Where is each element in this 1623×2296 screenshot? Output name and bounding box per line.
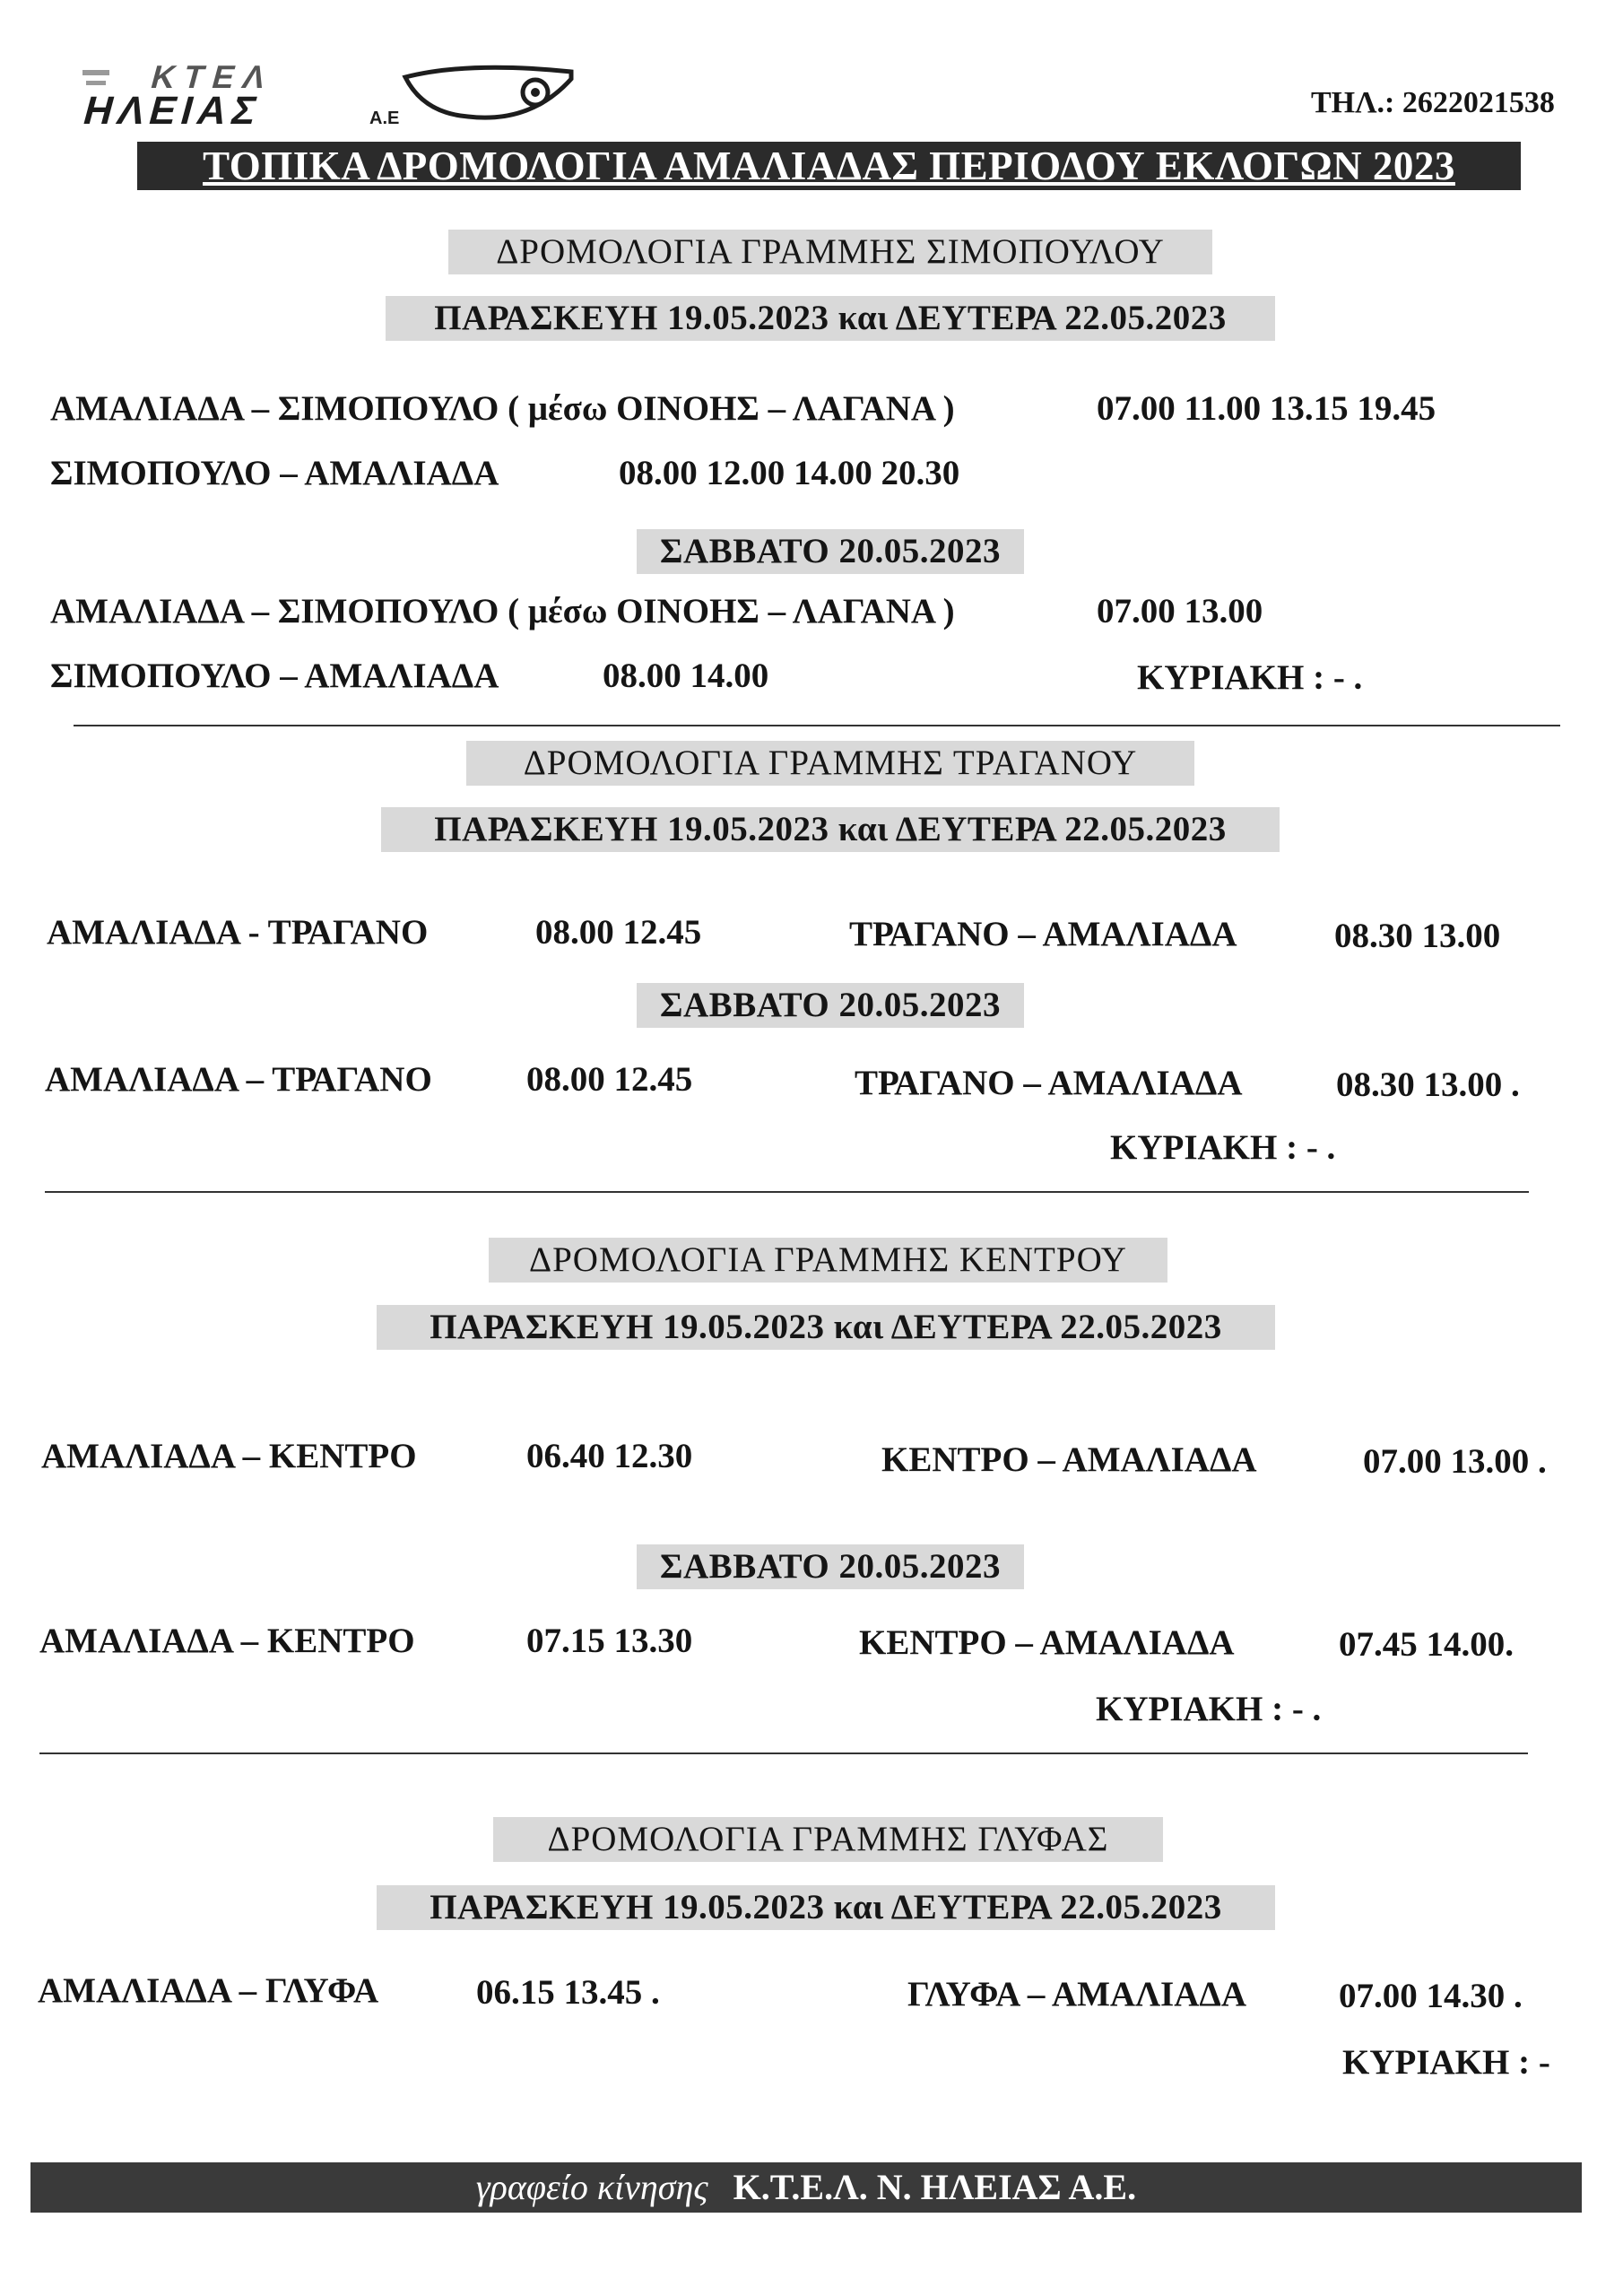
weekday-heading-simopoulo: ΠΑΡΑΣΚΕΥΗ 19.05.2023 και ΔΕΥΤΕΡΑ 22.05.2023 bbox=[386, 296, 1275, 341]
logo-text-ileias: ΗΛΕΙΑΣ bbox=[82, 88, 267, 133]
section-divider bbox=[45, 1191, 1529, 1193]
route-label: ΑΜΑΛΙΑΔΑ – ΣΙΜΟΠΟΥΛΟ ( μέσω ΟΙΝΟΗΣ – ΛΑΓΑΝΑ ) bbox=[50, 592, 955, 631]
weekday-heading-tragano: ΠΑΡΑΣΚΕΥΗ 19.05.2023 και ΔΕΥΤΕΡΑ 22.05.2023 bbox=[381, 807, 1280, 852]
footer-office: γραφείο κίνησης bbox=[475, 2167, 708, 2207]
route-label: ΚΕΝΤΡΟ – ΑΜΑΛΙΑΔΑ bbox=[881, 1440, 1257, 1479]
route-label: ΣΙΜΟΠΟΥΛΟ – ΑΜΑΛΙΑΔΑ bbox=[50, 454, 499, 492]
route-label: ΤΡΑΓΑΝΟ – ΑΜΑΛΙΑΔΑ bbox=[849, 915, 1237, 953]
footer-bar bbox=[30, 2162, 1582, 2213]
route-label: ΑΜΑΛΙΑΔΑ – ΤΡΑΓΑΝΟ bbox=[45, 1060, 432, 1099]
section-divider bbox=[74, 725, 1560, 726]
route-times: 08.30 13.00 . bbox=[1336, 1065, 1520, 1104]
section-divider bbox=[39, 1752, 1528, 1754]
route-times: 08.00 12.00 14.00 20.30 bbox=[619, 454, 960, 492]
route-times: 08.00 14.00 bbox=[603, 657, 769, 695]
route-label: ΑΜΑΛΙΑΔΑ – ΓΛΥΦΑ bbox=[38, 1971, 379, 2010]
route-label: ΚΕΝΤΡΟ – ΑΜΑΛΙΑΔΑ bbox=[859, 1623, 1235, 1662]
route-times: 06.15 13.45 . bbox=[476, 1973, 660, 2012]
route-times: 07.45 14.00. bbox=[1339, 1625, 1514, 1664]
logo-text-ae: Α.Ε bbox=[369, 109, 400, 128]
phone-number: ΤΗΛ.: 2622021538 bbox=[1311, 86, 1555, 119]
route-label: ΓΛΥΦΑ – ΑΜΑΛΙΑΔΑ bbox=[907, 1975, 1246, 2013]
route-times: 07.00 11.00 13.15 19.45 bbox=[1097, 389, 1436, 428]
route-label: ΑΜΑΛΙΑΔΑ – ΚΕΝΤΡΟ bbox=[39, 1622, 415, 1660]
sunday-note: ΚΥΡΙΑΚΗ : - . bbox=[1096, 1690, 1322, 1728]
section-title-simopoulo: ΔΡΟΜΟΛΟΓΙΑ ΓΡΑΜΜΗΣ ΣΙΜΟΠΟΥΛΟΥ bbox=[448, 230, 1212, 274]
route-label: ΣΙΜΟΠΟΥΛΟ – ΑΜΑΛΙΑΔΑ bbox=[50, 657, 499, 695]
route-label: ΤΡΑΓΑΝΟ – ΑΜΑΛΙΑΔΑ bbox=[855, 1064, 1243, 1102]
weekday-heading-glyfa: ΠΑΡΑΣΚΕΥΗ 19.05.2023 και ΔΕΥΤΕΡΑ 22.05.2023 bbox=[377, 1885, 1275, 1930]
section-title-tragano: ΔΡΟΜΟΛΟΓΙΑ ΓΡΑΜΜΗΣ ΤΡΑΓΑΝΟΥ bbox=[466, 741, 1194, 786]
section-title-glyfa: ΔΡΟΜΟΛΟΓΙΑ ΓΡΑΜΜΗΣ ΓΛΥΦΑΣ bbox=[493, 1817, 1163, 1862]
saturday-heading-tragano: ΣΑΒΒΑΤΟ 20.05.2023 bbox=[637, 983, 1024, 1028]
saturday-heading-kentro: ΣΑΒΒΑΤΟ 20.05.2023 bbox=[637, 1544, 1024, 1589]
section-title-kentro: ΔΡΟΜΟΛΟΓΙΑ ΓΡΑΜΜΗΣ ΚΕΝΤΡΟΥ bbox=[489, 1238, 1167, 1283]
route-times: 07.00 14.30 . bbox=[1339, 1977, 1523, 2015]
route-times: 06.40 12.30 bbox=[526, 1437, 693, 1475]
page-title: ΤΟΠΙΚΑ ΔΡΟΜΟΛΟΓΙΑ ΑΜΑΛΙΑΔΑΣ ΠΕΡΙΟΔΟΥ ΕΚΛΟΓΩΝ 2023 bbox=[137, 142, 1521, 190]
route-times: 08.00 12.45 bbox=[535, 913, 702, 952]
route-label: ΑΜΑΛΙΑΔΑ – ΚΕΝΤΡΟ bbox=[41, 1437, 417, 1475]
route-label: ΑΜΑΛΙΑΔΑ – ΣΙΜΟΠΟΥΛΟ ( μέσω ΟΙΝΟΗΣ – ΛΑΓΑΝΑ ) bbox=[50, 389, 955, 428]
weekday-heading-kentro: ΠΑΡΑΣΚΕΥΗ 19.05.2023 και ΔΕΥΤΕΡΑ 22.05.2023 bbox=[377, 1305, 1275, 1350]
route-times: 07.00 13.00 bbox=[1097, 592, 1263, 631]
footer-company: Κ.Τ.Ε.Λ. Ν. ΗΛΕΙΑΣ Α.Ε. bbox=[733, 2167, 1137, 2207]
sunday-note: ΚΥΡΙΑΚΗ : - . bbox=[1110, 1128, 1336, 1167]
route-times: 07.15 13.30 bbox=[526, 1622, 693, 1660]
route-times: 08.00 12.45 bbox=[526, 1060, 693, 1099]
saturday-heading-simopoulo: ΣΑΒΒΑΤΟ 20.05.2023 bbox=[637, 529, 1024, 574]
logo-text-ktel: ΚΤΕΛ bbox=[147, 58, 279, 95]
route-times: 08.30 13.00 bbox=[1334, 917, 1501, 955]
route-label: ΑΜΑΛΙΑΔΑ - ΤΡΑΓΑΝΟ bbox=[47, 913, 429, 952]
sunday-note: ΚΥΡΙΑΚΗ : - bbox=[1342, 2043, 1550, 2082]
bus-logo-icon bbox=[82, 52, 585, 133]
company-logo bbox=[82, 52, 585, 133]
sunday-note: ΚΥΡΙΑΚΗ : - . bbox=[1137, 658, 1363, 697]
route-times: 07.00 13.00 . bbox=[1363, 1442, 1547, 1481]
